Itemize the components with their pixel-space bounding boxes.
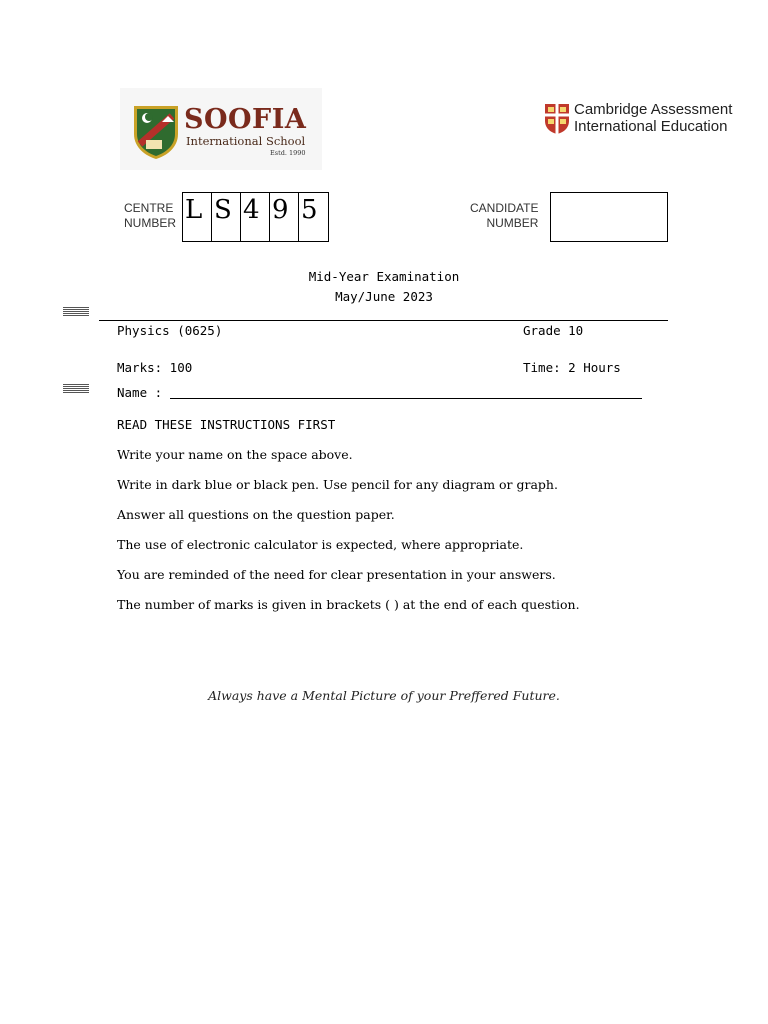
centre-digit: S: [212, 193, 241, 241]
centre-label-line-2: NUMBER: [124, 216, 177, 230]
instruction-item: You are reminded of the need for clear presentation in your answers.: [117, 567, 556, 582]
header-divider: [99, 320, 668, 321]
school-logo: [120, 88, 322, 170]
centre-digit: 5: [301, 195, 318, 225]
centre-number-boxes: [182, 192, 329, 242]
cambridge-crest-icon: [544, 103, 570, 135]
candidate-number-label: [470, 201, 538, 231]
margin-marks: [63, 384, 89, 393]
instruction-item: Answer all questions on the question paper.: [117, 507, 395, 522]
centre-digit: 4: [241, 193, 270, 241]
margin-marks: [63, 307, 89, 316]
instruction-item: Write in dark blue or black pen. Use pencil for any diagram or graph.: [117, 477, 558, 492]
candidate-label-line-2: NUMBER: [486, 216, 539, 230]
school-motto: Always have a Mental Picture of your Preffered Future.: [208, 688, 560, 703]
cambridge-line-2: International Education: [574, 118, 728, 135]
cambridge-logo: [544, 102, 734, 138]
name-label: Name :: [117, 385, 163, 400]
exam-time: Time: 2 Hours: [523, 360, 621, 375]
instructions-list: [117, 446, 677, 626]
exam-session: May/June 2023: [335, 289, 433, 304]
grade: Grade 10: [523, 323, 584, 338]
subject: Physics (0625): [117, 323, 223, 338]
school-subtitle: International School: [186, 134, 306, 148]
cambridge-line-1: Cambridge Assessment: [574, 101, 733, 118]
exam-title: Mid-Year Examination: [308, 269, 460, 284]
exam-title-block: [230, 267, 538, 307]
total-marks: Marks: 100: [117, 360, 193, 375]
centre-number-label: [124, 201, 176, 231]
school-crest-icon: [132, 104, 180, 160]
centre-digit: 9: [270, 193, 299, 241]
instruction-item: Write your name on the space above.: [117, 447, 353, 462]
name-field[interactable]: [170, 398, 642, 399]
school-name: SOOFIA: [184, 104, 307, 135]
centre-digit: L: [183, 193, 212, 241]
candidate-label-line-1: CANDIDATE: [470, 201, 539, 215]
instruction-item: The number of marks is given in brackets ( ) at the end of each question.: [117, 597, 580, 612]
school-established: Estd. 1990: [270, 149, 306, 157]
candidate-number-box[interactable]: [550, 192, 668, 242]
instruction-item: The use of electronic calculator is expected, where appropriate.: [117, 537, 524, 552]
instructions-heading: READ THESE INSTRUCTIONS FIRST: [117, 417, 336, 432]
centre-label-line-1: CENTRE: [124, 201, 174, 215]
